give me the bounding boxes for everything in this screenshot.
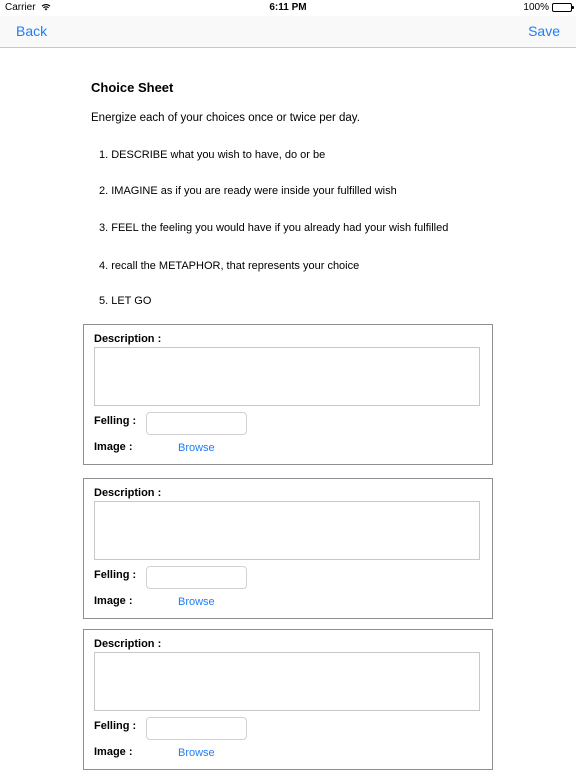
step-item: 2. IMAGINE as if you are ready were inside your fulfilled wish bbox=[99, 185, 397, 197]
battery-percent: 100% bbox=[523, 2, 549, 13]
feeling-label: Felling : bbox=[94, 569, 137, 581]
status-bar bbox=[0, 0, 576, 16]
browse-button[interactable]: Browse bbox=[178, 442, 215, 454]
save-button[interactable]: Save bbox=[528, 23, 560, 39]
feeling-input[interactable] bbox=[146, 566, 247, 589]
step-item: 3. FEEL the feeling you would have if you already had your wish fulfilled bbox=[99, 222, 449, 234]
description-label: Description : bbox=[94, 487, 162, 499]
page-title: Choice Sheet bbox=[91, 80, 174, 95]
description-textarea[interactable] bbox=[94, 652, 480, 711]
navigation-bar bbox=[0, 16, 576, 48]
step-item: 1. DESCRIBE what you wish to have, do or be bbox=[99, 149, 326, 161]
description-label: Description : bbox=[94, 638, 162, 650]
carrier-text: Carrier bbox=[5, 2, 36, 13]
feeling-input[interactable] bbox=[146, 412, 247, 435]
back-button[interactable]: Back bbox=[16, 23, 48, 39]
description-textarea[interactable] bbox=[94, 347, 480, 406]
browse-button[interactable]: Browse bbox=[178, 747, 215, 759]
intro-text: Energize each of your choices once or twice per day. bbox=[91, 112, 360, 124]
battery-status bbox=[523, 2, 572, 13]
image-label: Image : bbox=[94, 746, 133, 758]
choice-card bbox=[83, 629, 493, 770]
feeling-label: Felling : bbox=[94, 720, 137, 732]
battery-icon bbox=[552, 3, 572, 12]
feeling-label: Felling : bbox=[94, 415, 137, 427]
step-item: 5. LET GO bbox=[99, 295, 152, 307]
choice-card bbox=[83, 478, 493, 619]
step-item: 4. recall the METAPHOR, that represents your choice bbox=[99, 260, 360, 272]
description-label: Description : bbox=[94, 333, 162, 345]
browse-button[interactable]: Browse bbox=[178, 596, 215, 608]
choice-card bbox=[83, 324, 493, 465]
feeling-input[interactable] bbox=[146, 717, 247, 740]
image-label: Image : bbox=[94, 595, 133, 607]
image-label: Image : bbox=[94, 441, 133, 453]
status-time: 6:11 PM bbox=[269, 2, 307, 13]
description-textarea[interactable] bbox=[94, 501, 480, 560]
